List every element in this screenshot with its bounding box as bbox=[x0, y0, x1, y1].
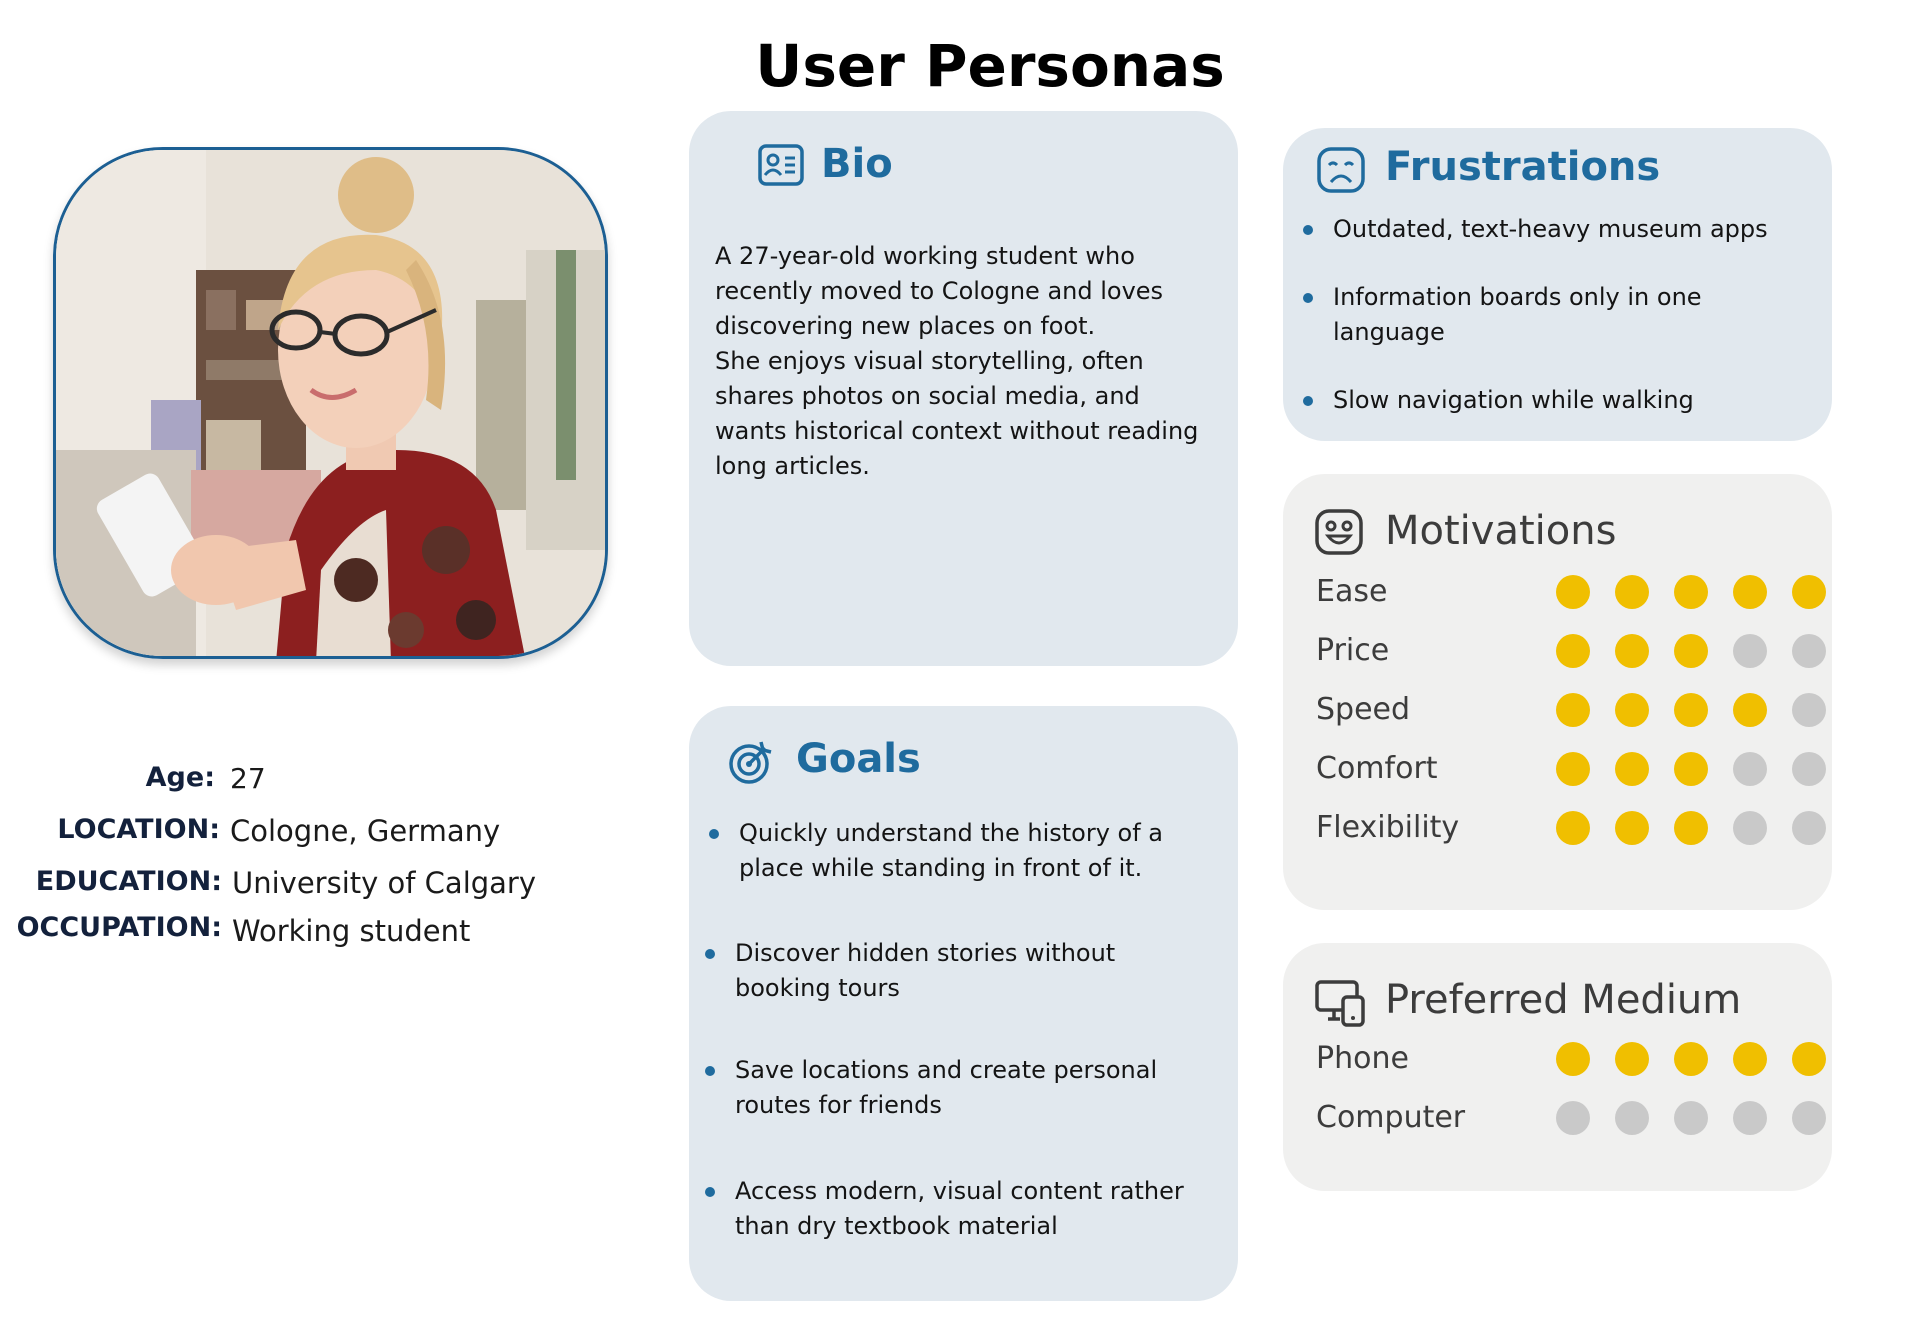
bullet-icon bbox=[705, 949, 715, 959]
rating-dot-empty bbox=[1792, 634, 1826, 668]
id-card-icon bbox=[757, 143, 805, 191]
rating-dot-empty bbox=[1733, 811, 1767, 845]
education-value: University of Calgary bbox=[232, 866, 537, 900]
goals-title: Goals bbox=[796, 736, 921, 782]
rating-dot-filled bbox=[1615, 752, 1649, 786]
rating-row-price bbox=[1316, 631, 1806, 671]
motivations-title: Motivations bbox=[1385, 508, 1617, 554]
frustration-item bbox=[1303, 383, 1813, 418]
goal-line: place while standing in front of it. bbox=[739, 854, 1143, 882]
goal-item bbox=[709, 816, 1209, 886]
goal-item bbox=[705, 1174, 1215, 1244]
preferred-medium-title: Preferred Medium bbox=[1385, 977, 1742, 1023]
rating-row-ease bbox=[1316, 572, 1806, 612]
frustration-line: Slow navigation while walking bbox=[1333, 386, 1694, 414]
rating-dot-filled bbox=[1674, 811, 1708, 845]
persona-photo bbox=[53, 147, 608, 659]
rating-dot-filled bbox=[1615, 693, 1649, 727]
goal-item bbox=[705, 1053, 1205, 1123]
rating-dot-empty bbox=[1733, 752, 1767, 786]
rating-label: Comfort bbox=[1316, 751, 1438, 786]
occupation-row bbox=[0, 912, 620, 948]
rating-row-speed bbox=[1316, 690, 1806, 730]
rating-dot-empty bbox=[1556, 1101, 1590, 1135]
goal-line: routes for friends bbox=[735, 1091, 942, 1119]
age-row bbox=[0, 762, 620, 798]
target-icon bbox=[727, 738, 775, 790]
rating-dot-empty bbox=[1615, 1101, 1649, 1135]
goal-line: than dry textbook material bbox=[735, 1212, 1058, 1240]
location-label: LOCATION: bbox=[57, 814, 220, 845]
rating-dot-filled bbox=[1733, 1042, 1767, 1076]
frustrations-title: Frustrations bbox=[1385, 144, 1661, 190]
bullet-icon bbox=[709, 829, 719, 839]
sad-face-icon bbox=[1316, 146, 1366, 198]
bio-title: Bio bbox=[821, 141, 893, 187]
rating-row-comfort bbox=[1316, 749, 1806, 789]
occupation-label: OCCUPATION: bbox=[16, 912, 222, 943]
goal-line: booking tours bbox=[735, 974, 900, 1002]
bullet-icon bbox=[1303, 396, 1313, 406]
rating-row-computer bbox=[1316, 1098, 1806, 1138]
rating-dot-empty bbox=[1792, 1101, 1826, 1135]
age-label: Age: bbox=[145, 762, 215, 793]
goals-card bbox=[689, 706, 1238, 1301]
rating-row-phone bbox=[1316, 1039, 1806, 1079]
rating-dot-filled bbox=[1556, 575, 1590, 609]
rating-label: Phone bbox=[1316, 1041, 1409, 1076]
goal-item bbox=[705, 936, 1205, 1006]
rating-dot-filled bbox=[1674, 575, 1708, 609]
bio-line: She enjoys visual storytelling, often bbox=[715, 347, 1144, 375]
rating-dot-filled bbox=[1556, 693, 1590, 727]
rating-dot-empty bbox=[1792, 811, 1826, 845]
frustration-line: Outdated, text-heavy museum apps bbox=[1333, 215, 1768, 243]
rating-dot-empty bbox=[1792, 752, 1826, 786]
location-row bbox=[0, 814, 620, 850]
bio-line: long articles. bbox=[715, 452, 870, 480]
rating-dot-filled bbox=[1615, 811, 1649, 845]
education-label: EDUCATION: bbox=[35, 866, 222, 897]
goal-line: Save locations and create personal bbox=[735, 1056, 1158, 1084]
frustration-line: Information boards only in one bbox=[1333, 283, 1702, 311]
rating-dot-filled bbox=[1674, 1042, 1708, 1076]
goal-line: Access modern, visual content rather bbox=[735, 1177, 1184, 1205]
rating-dot-filled bbox=[1674, 693, 1708, 727]
smiley-face-icon bbox=[1314, 508, 1364, 560]
rating-row-flexibility bbox=[1316, 808, 1806, 848]
rating-dot-filled bbox=[1733, 693, 1767, 727]
bio-line: recently moved to Cologne and loves bbox=[715, 277, 1164, 305]
rating-dot-filled bbox=[1792, 1042, 1826, 1076]
bio-text bbox=[715, 239, 1205, 484]
rating-label: Computer bbox=[1316, 1100, 1466, 1135]
rating-label: Price bbox=[1316, 633, 1390, 668]
rating-dot-filled bbox=[1556, 811, 1590, 845]
bio-line: shares photos on social media, and bbox=[715, 382, 1140, 410]
bullet-icon bbox=[705, 1066, 715, 1076]
bio-line: A 27-year-old working student who bbox=[715, 242, 1135, 270]
rating-label: Flexibility bbox=[1316, 810, 1460, 845]
rating-dot-filled bbox=[1615, 575, 1649, 609]
motivations-card bbox=[1283, 474, 1832, 910]
rating-dot-empty bbox=[1733, 634, 1767, 668]
devices-icon bbox=[1314, 979, 1366, 1031]
location-value: Cologne, Germany bbox=[230, 814, 501, 848]
frustration-line: language bbox=[1333, 318, 1445, 346]
goal-line: Discover hidden stories without bbox=[735, 939, 1116, 967]
bio-line: wants historical context without reading bbox=[715, 417, 1199, 445]
rating-dot-empty bbox=[1674, 1101, 1708, 1135]
rating-dot-filled bbox=[1615, 1042, 1649, 1076]
rating-dot-filled bbox=[1615, 634, 1649, 668]
bio-line: discovering new places on foot. bbox=[715, 312, 1096, 340]
page-title: User Personas bbox=[755, 32, 1225, 100]
rating-dot-filled bbox=[1556, 634, 1590, 668]
rating-label: Speed bbox=[1316, 692, 1411, 727]
rating-dot-filled bbox=[1792, 575, 1826, 609]
bio-card bbox=[689, 111, 1238, 666]
age-value: 27 bbox=[230, 762, 266, 795]
rating-dot-filled bbox=[1674, 634, 1708, 668]
goal-line: Quickly understand the history of a bbox=[739, 819, 1164, 847]
rating-dot-empty bbox=[1792, 693, 1826, 727]
bullet-icon bbox=[1303, 293, 1313, 303]
rating-label: Ease bbox=[1316, 574, 1388, 609]
frustration-item bbox=[1303, 280, 1813, 350]
rating-dot-filled bbox=[1556, 1042, 1590, 1076]
rating-dot-filled bbox=[1674, 752, 1708, 786]
frustration-item bbox=[1303, 212, 1813, 247]
rating-dot-filled bbox=[1733, 575, 1767, 609]
preferred-medium-card bbox=[1283, 943, 1832, 1191]
rating-dot-filled bbox=[1556, 752, 1590, 786]
education-row bbox=[0, 866, 620, 902]
occupation-value: Working student bbox=[232, 914, 471, 948]
rating-dot-empty bbox=[1733, 1101, 1767, 1135]
bullet-icon bbox=[1303, 225, 1313, 235]
frustrations-card bbox=[1283, 128, 1832, 441]
bullet-icon bbox=[705, 1187, 715, 1197]
